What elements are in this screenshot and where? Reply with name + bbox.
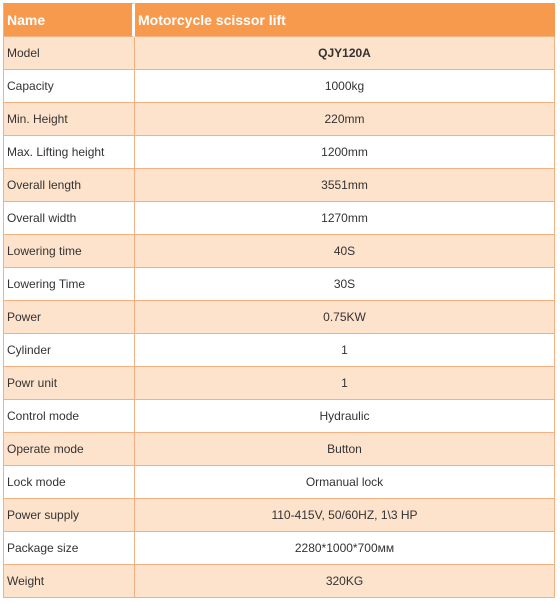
table-row xyxy=(3,532,555,565)
header-product: Motorcycle scissor lift xyxy=(135,3,555,37)
spec-label: Max. Lifting height xyxy=(3,136,135,169)
spec-label: Package size xyxy=(3,532,135,565)
spec-value: 1200mm xyxy=(135,136,555,169)
spec-value: 1270mm xyxy=(135,202,555,235)
spec-value: 220mm xyxy=(135,103,555,136)
spec-label: Min. Height xyxy=(3,103,135,136)
table-row xyxy=(3,268,555,301)
spec-value: Ormanual lock xyxy=(135,466,555,499)
table-row xyxy=(3,499,555,532)
table-body xyxy=(3,37,555,598)
spec-label: Powr unit xyxy=(3,367,135,400)
table-row xyxy=(3,433,555,466)
spec-value: 3551mm xyxy=(135,169,555,202)
spec-value: QJY120A xyxy=(135,37,555,70)
table-row xyxy=(3,400,555,433)
spec-label: Operate mode xyxy=(3,433,135,466)
table-row xyxy=(3,37,555,70)
spec-value: 1 xyxy=(135,334,555,367)
spec-value: Hydraulic xyxy=(135,400,555,433)
spec-label: Capacity xyxy=(3,70,135,103)
spec-label: Power supply xyxy=(3,499,135,532)
spec-value: 320KG xyxy=(135,565,555,598)
table-row xyxy=(3,169,555,202)
table-row xyxy=(3,301,555,334)
table-row xyxy=(3,334,555,367)
table-row xyxy=(3,70,555,103)
spec-label: Overall length xyxy=(3,169,135,202)
spec-label: Model xyxy=(3,37,135,70)
spec-label: Lowering Time xyxy=(3,268,135,301)
spec-label: Control mode xyxy=(3,400,135,433)
table-header-row xyxy=(3,3,555,37)
table-row xyxy=(3,103,555,136)
spec-label: Lock mode xyxy=(3,466,135,499)
spec-table xyxy=(3,3,555,598)
table-row xyxy=(3,235,555,268)
spec-value: 30S xyxy=(135,268,555,301)
table-row xyxy=(3,565,555,598)
spec-value: Button xyxy=(135,433,555,466)
spec-value: 40S xyxy=(135,235,555,268)
table-row xyxy=(3,136,555,169)
spec-label: Weight xyxy=(3,565,135,598)
spec-label: Cylinder xyxy=(3,334,135,367)
spec-value: 110-415V, 50/60HZ, 1\3 HP xyxy=(135,499,555,532)
spec-label: Lowering time xyxy=(3,235,135,268)
spec-value: 1000kg xyxy=(135,70,555,103)
spec-value: 0.75KW xyxy=(135,301,555,334)
spec-label: Power xyxy=(3,301,135,334)
table-row xyxy=(3,367,555,400)
spec-value: 2280*1000*700мм xyxy=(135,532,555,565)
header-name: Name xyxy=(3,3,135,37)
spec-label: Overall width xyxy=(3,202,135,235)
table-row xyxy=(3,466,555,499)
spec-value: 1 xyxy=(135,367,555,400)
table-row xyxy=(3,202,555,235)
